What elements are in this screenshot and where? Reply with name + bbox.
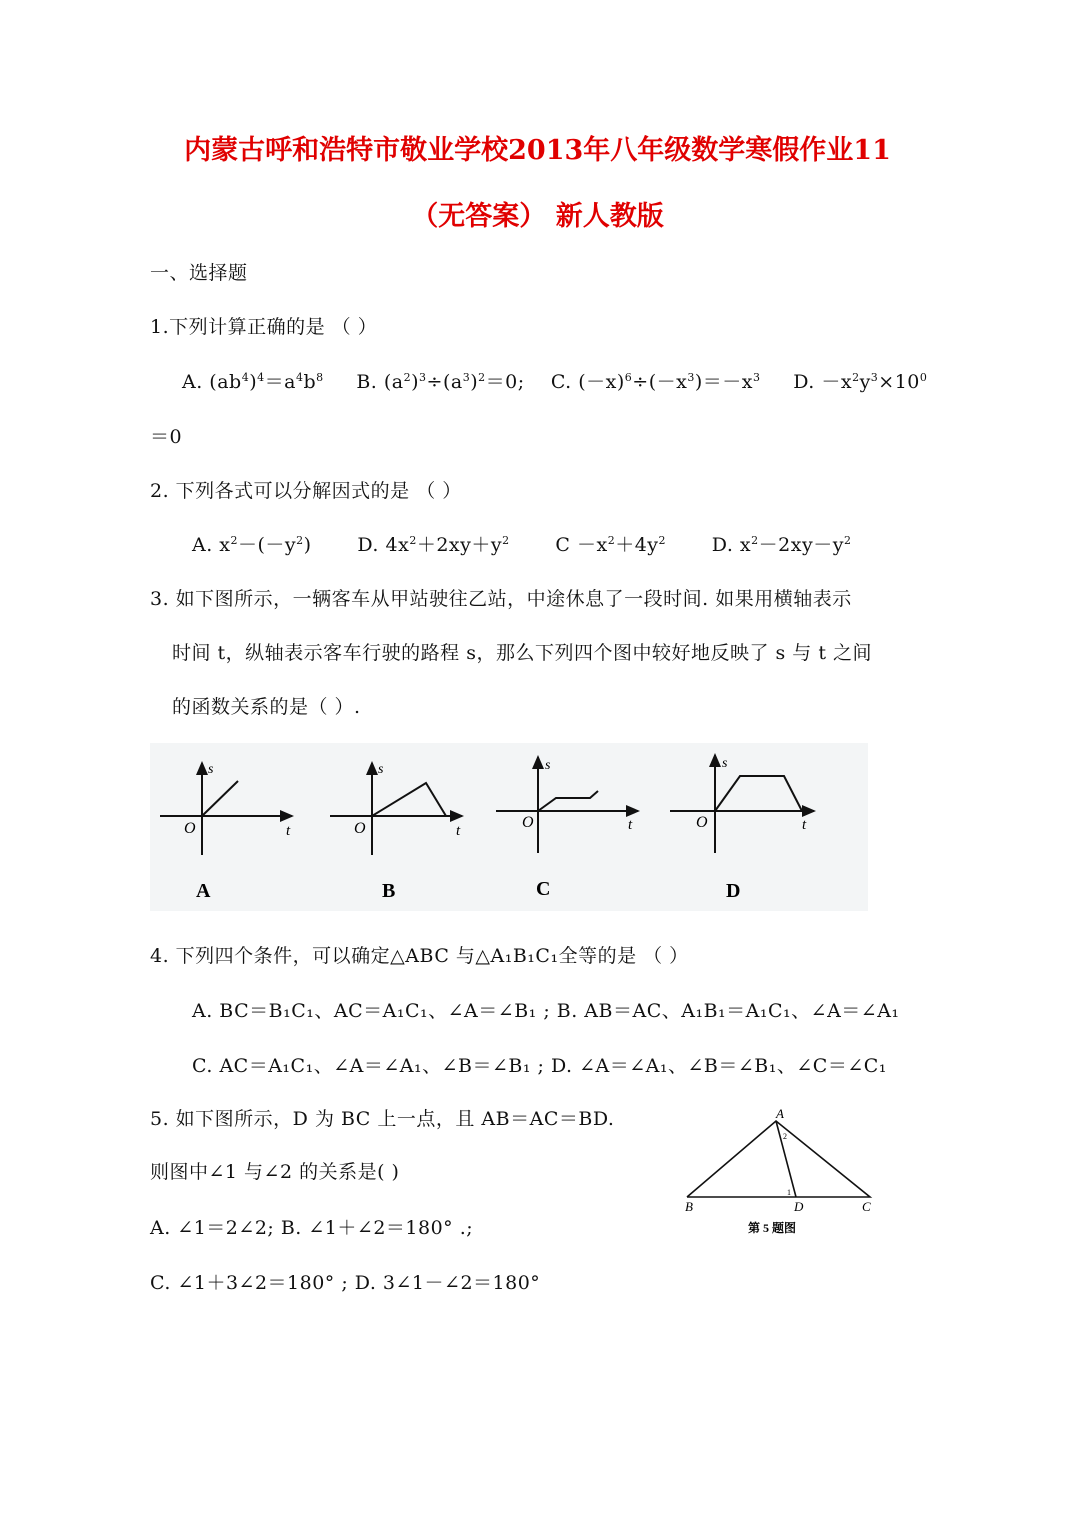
graph-d-origin: O: [696, 814, 708, 831]
q1-continuation: ＝0: [150, 426, 183, 448]
graph-c-label: C: [536, 878, 551, 900]
fig5-label-a: A: [776, 1106, 784, 1121]
graph-b-s-label: s: [378, 762, 384, 777]
q4-options-ab: A. BC＝B₁C₁、AC＝A₁C₁、∠A＝∠B₁ ; B. AB＝AC、A₁B₁＝A₁C₁、∠A＝∠A₁: [192, 1000, 900, 1022]
q5-line3: A. ∠1＝2∠2; B. ∠1＋∠2＝180° .;: [150, 1217, 474, 1239]
q3-line2: 时间 t，纵轴表示客车行驶的路程 s，那么下列四个图中较好地反映了 s 与 t 之间: [172, 642, 873, 664]
q4-options-cd: C. AC＝A₁C₁、∠A＝∠A₁、∠B＝∠B₁ ; D. ∠A＝∠A₁、∠B＝∠B₁、∠C＝∠C₁: [192, 1055, 887, 1077]
graph-c-origin: O: [522, 814, 534, 831]
fig5-label-c: C: [862, 1199, 871, 1214]
q2-options: A. $x^2-(-y^2)$ D. $4x^2+2xy+y^2$ $C -x^2+4y^2$ D. $x^2-2xy-y^2$: [192, 534, 852, 556]
graph-a-s-label: s: [208, 762, 214, 777]
graph-c-s-label: s: [545, 758, 551, 773]
q3-graph-panel: [150, 743, 868, 911]
graph-b-origin: O: [354, 820, 366, 837]
fig5-caption: 第 5 题图: [748, 1221, 797, 1235]
fig5-label-d: D: [794, 1199, 804, 1214]
q5-line1: 5. 如下图所示，D 为 BC 上一点，且 AB＝AC＝BD.: [150, 1108, 615, 1130]
graph-d-s-label: s: [722, 756, 728, 771]
doc-title-line1: 内蒙古呼和浩特市敬业学校2013年八年级数学寒假作业11: [184, 135, 891, 166]
q4-stem: 4. 下列四个条件，可以确定△ABC 与△A₁B₁C₁全等的是 （ ）: [150, 945, 689, 967]
graph-b-t-label: t: [456, 823, 461, 839]
graph-a-t-label: t: [286, 823, 291, 839]
graph-d-label: D: [726, 880, 741, 902]
fig5-label-b: B: [685, 1199, 693, 1214]
q5-line2: 则图中∠1 与∠2 的关系是( ): [150, 1161, 400, 1183]
graph-a-label: A: [196, 880, 211, 902]
graph-b: [330, 763, 462, 855]
q3-line3: 的函数关系的是（ ）.: [172, 696, 361, 718]
graph-a-origin: O: [184, 820, 196, 837]
q2-stem: 2. 下列各式可以分解因式的是 （ ）: [150, 480, 462, 502]
q1-options: A. $(ab^4)^4=a^4b^8$ B. $(a^2)^3\div(a^3)^2=0$; C. $(-x)^6\div(-x^3)=-x^3$ D. $-x^2y^3\times 10^0$: [182, 371, 928, 393]
graph-b-label: B: [382, 880, 396, 902]
graph-d: [670, 755, 814, 853]
q1-stem: 1.下列计算正确的是 （ ）: [150, 316, 378, 338]
section-heading: 一、选择题: [150, 262, 248, 284]
fig5-angle1: 1: [787, 1188, 791, 1197]
q5-line4: C. ∠1＋3∠2＝180° ; D. 3∠1－∠2＝180°: [150, 1272, 541, 1294]
graph-c: [496, 757, 638, 853]
graph-d-t-label: t: [802, 817, 807, 833]
q5-figure: [680, 1103, 890, 1242]
q3-line1: 3. 如下图所示，一辆客车从甲站驶往乙站，中途休息了一段时间. 如果用横轴表示: [150, 588, 852, 610]
fig5-angle2: 2: [783, 1132, 787, 1141]
graph-a: [160, 763, 292, 855]
doc-title-line2: （无答案） 新人教版: [411, 201, 664, 232]
graph-c-t-label: t: [628, 817, 633, 833]
